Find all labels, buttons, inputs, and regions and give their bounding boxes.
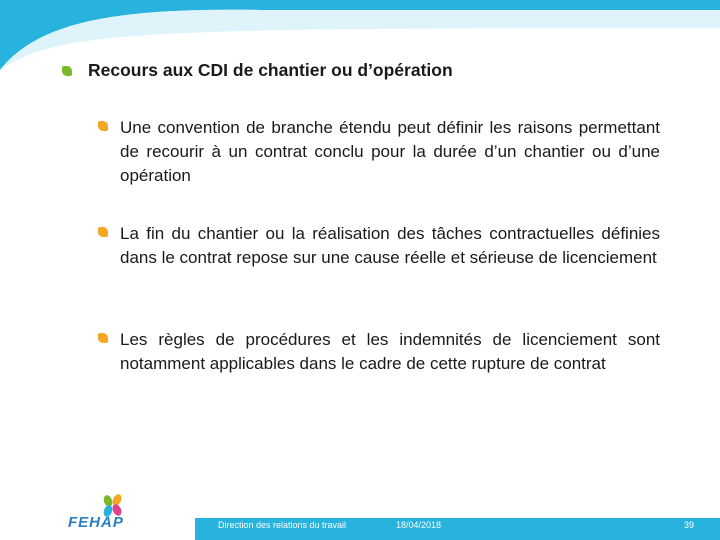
footer-department: Direction des relations du travail: [218, 520, 347, 530]
slide-title: Recours aux CDI de chantier ou d’opération: [88, 60, 453, 80]
slide-title-row: [62, 60, 453, 81]
title-bullet-icon: [62, 66, 72, 76]
bullet-point: [98, 328, 660, 376]
page-number: 39: [684, 520, 695, 530]
bullet-point: [98, 222, 660, 270]
bullet-text: La fin du chantier ou la réalisation des tâches contractuelles définies dans le contrat repose sur une cause réelle et sérieuse de licenciement: [120, 224, 660, 267]
footer-date: 18/04/2018: [396, 520, 442, 530]
bullet-icon: [98, 121, 108, 131]
bullet-text: Une convention de branche étendu peut définir les raisons permettant de recourir à un contrat conclu pour la durée d’un chantier ou d’une opération: [120, 118, 660, 185]
bullet-point: [98, 116, 660, 188]
bullet-icon: [98, 227, 108, 237]
bullet-icon: [98, 333, 108, 343]
bullet-text: Les règles de procédures et les indemnités de licenciement sont notamment applicables dans le cadre de cette rupture de contrat: [120, 330, 660, 373]
fehap-logo-text: FEHAP: [68, 514, 124, 531]
